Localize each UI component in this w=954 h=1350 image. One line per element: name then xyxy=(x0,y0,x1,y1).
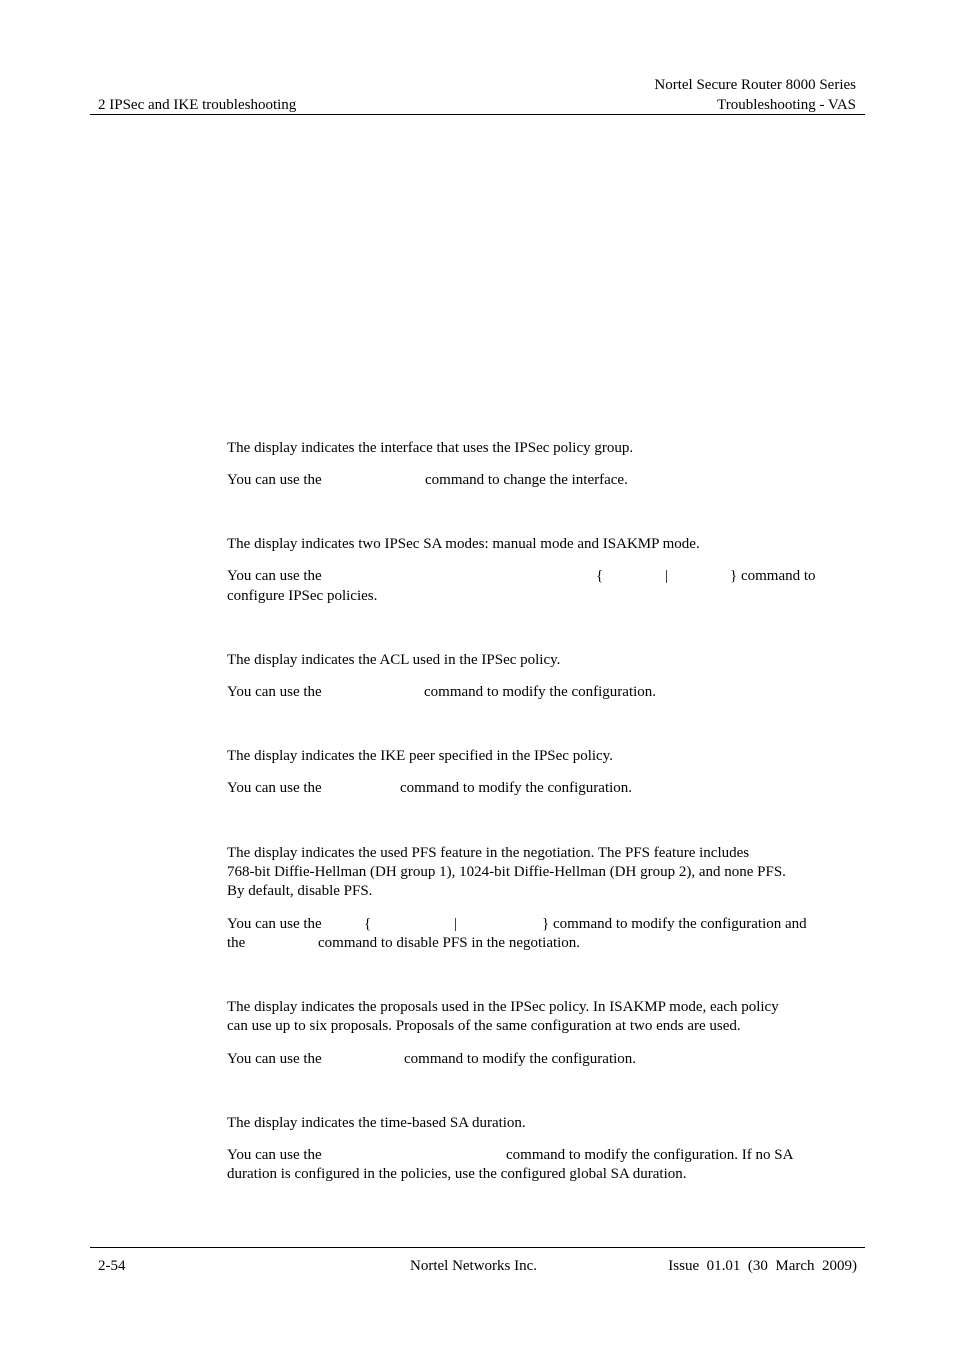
ike-usage-lead: You can use the xyxy=(227,780,322,796)
pfs-desc-line3: By default, disable PFS. xyxy=(227,883,373,899)
header-doc: Troubleshooting - VAS xyxy=(717,97,856,113)
interface-usage-tail: command to change the interface. xyxy=(425,472,628,488)
mode-brace-open: { xyxy=(596,568,604,584)
mode-usage-tail: } command to xyxy=(730,568,816,584)
proposal-desc-line1: The display indicates the proposals used in the IPSec policy. In ISAKMP mode, each policy xyxy=(227,999,779,1015)
interface-usage-lead: You can use the xyxy=(227,472,322,488)
acl-desc: The display indicates the ACL used in the IPSec policy. xyxy=(227,652,561,668)
pfs-desc-line2: 768-bit Diffie-Hellman (DH group 1), 1024-bit Diffie-Hellman (DH group 2), and none PFS. xyxy=(227,864,786,880)
pfs-usage-cont-tail: command to disable PFS in the negotiation. xyxy=(318,935,581,951)
pfs-usage-tail: } command to modify the configuration and xyxy=(542,916,807,932)
mode-bar: | xyxy=(665,568,669,584)
ike-usage-tail: command to modify the configuration. xyxy=(400,780,633,796)
footer-page-number: 2-54 xyxy=(98,1258,126,1274)
mode-desc: The display indicates two IPSec SA modes: manual mode and ISAKMP mode. xyxy=(227,536,700,552)
ike-desc: The display indicates the IKE peer specified in the IPSec policy. xyxy=(227,748,613,764)
footer-company: Nortel Networks Inc. xyxy=(410,1258,538,1274)
mode-usage-lead: You can use the xyxy=(227,568,322,584)
pfs-bar: | xyxy=(454,916,458,932)
acl-usage-tail: command to modify the configuration. xyxy=(424,684,657,700)
header-rule xyxy=(90,114,865,115)
duration-usage-cont: duration is configured in the policies, use the configured global SA duration. xyxy=(227,1166,687,1182)
proposal-usage-tail: command to modify the configuration. xyxy=(404,1051,637,1067)
pfs-usage-cont-lead: the xyxy=(227,935,246,951)
proposal-desc-line2: can use up to six proposals. Proposals of the same configuration at two ends are used. xyxy=(227,1018,741,1034)
mode-usage-cont: configure IPSec policies. xyxy=(227,588,378,604)
pfs-usage-lead: You can use the xyxy=(227,916,322,932)
header-section: 2 IPSec and IKE troubleshooting xyxy=(98,97,297,113)
duration-usage-tail: command to modify the configuration. If no SA xyxy=(506,1147,794,1163)
header-product: Nortel Secure Router 8000 Series xyxy=(654,77,856,93)
duration-usage-lead: You can use the xyxy=(227,1147,322,1163)
footer-issue: Issue 01.01 (30 March 2009) xyxy=(668,1258,857,1274)
pfs-desc-line1: The display indicates the used PFS feature in the negotiation. The PFS feature includes xyxy=(227,845,750,861)
interface-desc: The display indicates the interface that uses the IPSec policy group. xyxy=(227,440,634,456)
footer-rule xyxy=(90,1247,865,1248)
duration-desc: The display indicates the time-based SA duration. xyxy=(227,1115,526,1131)
pfs-brace-open: { xyxy=(364,916,372,932)
acl-usage-lead: You can use the xyxy=(227,684,322,700)
proposal-usage-lead: You can use the xyxy=(227,1051,322,1067)
